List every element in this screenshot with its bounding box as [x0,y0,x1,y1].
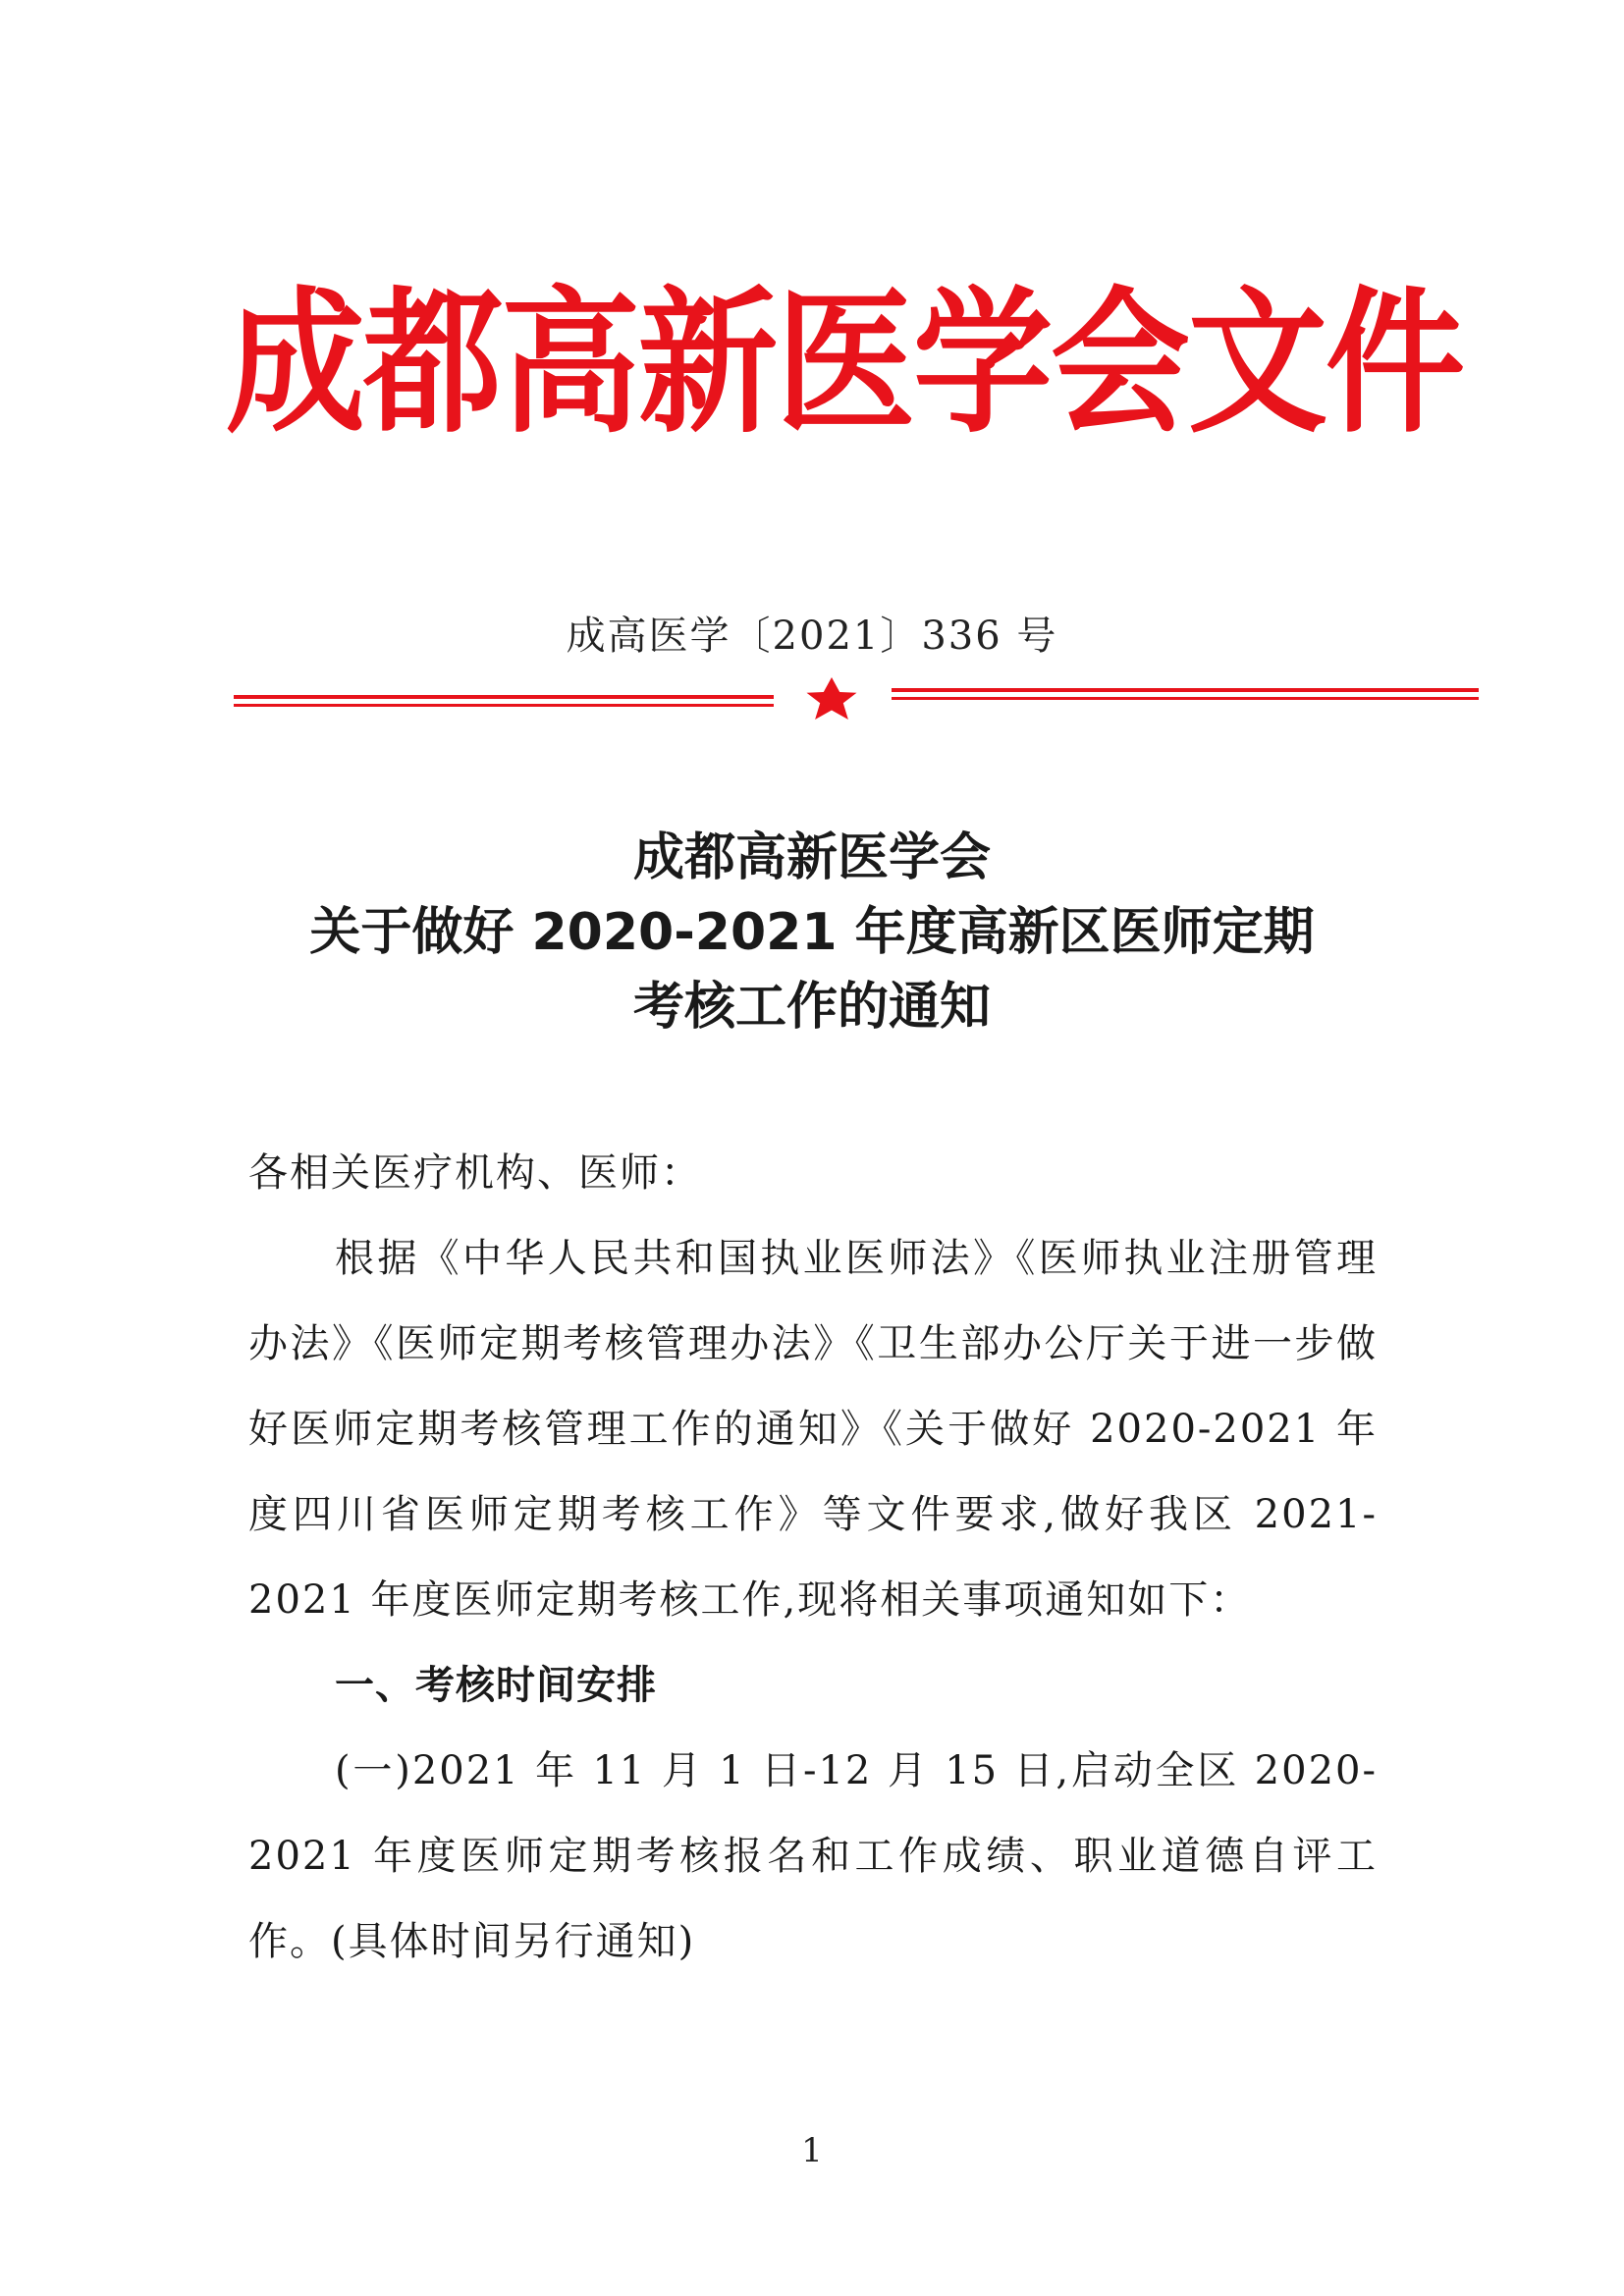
document-number: 成高医学〔2021〕336 号 [566,614,1058,659]
star-icon [807,677,857,720]
intro-paragraph: 根据《中华人民共和国执业医师法》《医师执业注册管理办法》《医师定期考核管理办法》《卫生部办公厅关于进一步做好医师定期考核管理工作的通知》《关于做好 2020-2021 年度四川省医师定期考核工作》等文件要求,做好我区 2021-2021 年度医师定期考核工作,现将相关事项通知如下： [248,1236,1378,1623]
salutation: 各相关医疗机构、医师： [248,1150,702,1196]
section-item-paragraph: (一)2021 年 11 月 1 日-12 月 15 日,启动全区 2020-2021 年度医师定期考核报名和工作成绩、职业道德自评工作。(具体时间另行通知) [248,1748,1378,1964]
page-number: 1 [801,2131,823,2170]
section-heading: 一、考核时间安排 [335,1663,657,1708]
notice-title [0,821,1624,1044]
title-line: 成都高新医学会 [632,828,991,887]
red-divider [234,675,1479,724]
title-line: 考核工作的通知 [632,978,991,1037]
divider-left-lines [234,695,774,707]
notice-body [248,1131,1378,1985]
title-line: 关于做好 2020-2021 年度高新区医师定期 [309,903,1315,962]
masthead-title: 成都高新医学会文件 [226,272,1463,454]
divider-right-lines [892,688,1479,700]
